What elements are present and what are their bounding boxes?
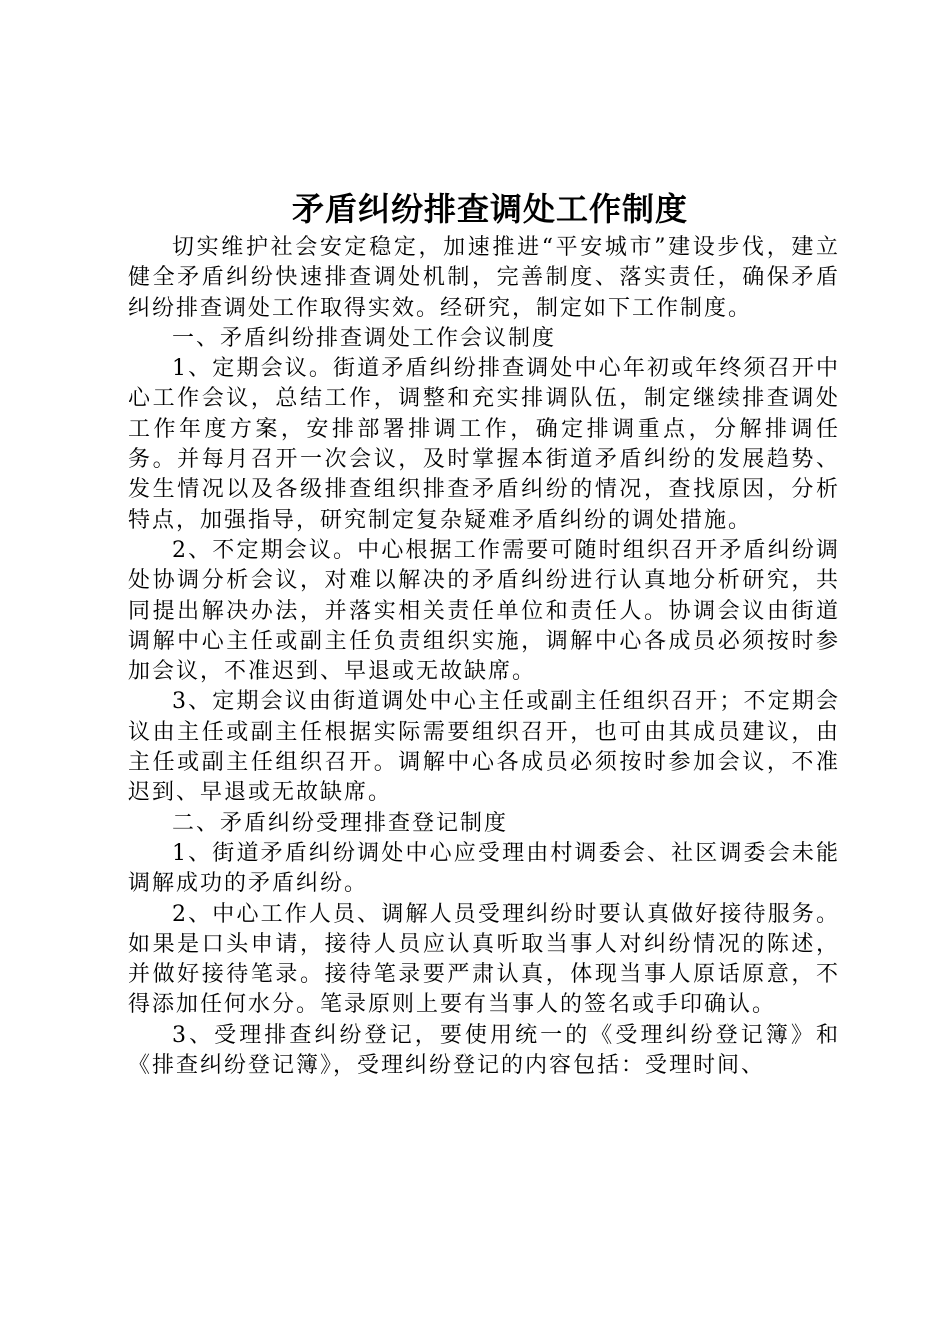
section-1-item-2: 2、不定期会议。中心根据工作需要可随时组织召开矛盾纠纷调处协调分析会议，对难以解决的矛盾纠纷进行认真地分析研究，共同提出解决办法，并落实相关责任单位和责任人。协调会议由街道调解中心主任或副主任负责组织实施，调解中心各成员必须按时参加会议，不准迟到、早退或无故缺席。 (128, 537, 840, 685)
document-title: 矛盾纠纷排查调处工作制度 (291, 190, 688, 228)
section-2-item-2: 2、中心工作人员、调解人员受理纠纷时要认真做好接待服务。如果是口头申请，接待人员应认真听取当事人对纠纷情况的陈述，并做好接待笔录。接待笔录要严肃认真，体现当事人原话原意，不得添加任何水分。笔录原则上要有当事人的签名或手印确认。 (128, 901, 840, 1018)
section-2-item-1: 1、街道矛盾纠纷调处中心应受理由村调委会、社区调委会未能调解成功的矛盾纠纷。 (128, 840, 840, 897)
section-1-heading: 一、矛盾纠纷排查调处工作会议制度 (172, 325, 557, 351)
intro-paragraph: 切实维护社会安定稳定，加速推进“平安城市”建设步伐，建立健全矛盾纠纷快速排查调处机制，完善制度、落实责任，确保矛盾纠纷排查调处工作取得实效。经研究，制定如下工作制度。 (128, 235, 840, 321)
section-1-item-3: 3、定期会议由街道调处中心主任或副主任组织召开；不定期会议由主任或副主任根据实际需要组织召开，也可由其成员建议，由主任或副主任组织召开。调解中心各成员必须按时参加会议，不准迟到、早退或无故缺席。 (128, 689, 840, 806)
section-2-heading: 二、矛盾纠纷受理排查登记制度 (172, 810, 509, 836)
document-page (128, 185, 840, 1081)
section-1-item-1: 1、定期会议。街道矛盾纠纷排查调处中心年初或年终须召开中心工作会议，总结工作，调整和充实排调队伍，制定继续排查调处工作年度方案，安排部署排调工作，确定排调重点，分解排调任务。并每月召开一次会议，及时掌握本街道矛盾纠纷的发展趋势、发生情况以及各级排查组织排查矛盾纠纷的情况，查找原因，分析特点，加强指导，研究制定复杂疑难矛盾纠纷的调处措施。 (128, 356, 840, 533)
section-2-item-3: 3、受理排查纠纷登记，要使用统一的《受理纠纷登记簿》和《排查纠纷登记簿》，受理纠纷登记的内容包括：受理时间、 (128, 1022, 840, 1079)
